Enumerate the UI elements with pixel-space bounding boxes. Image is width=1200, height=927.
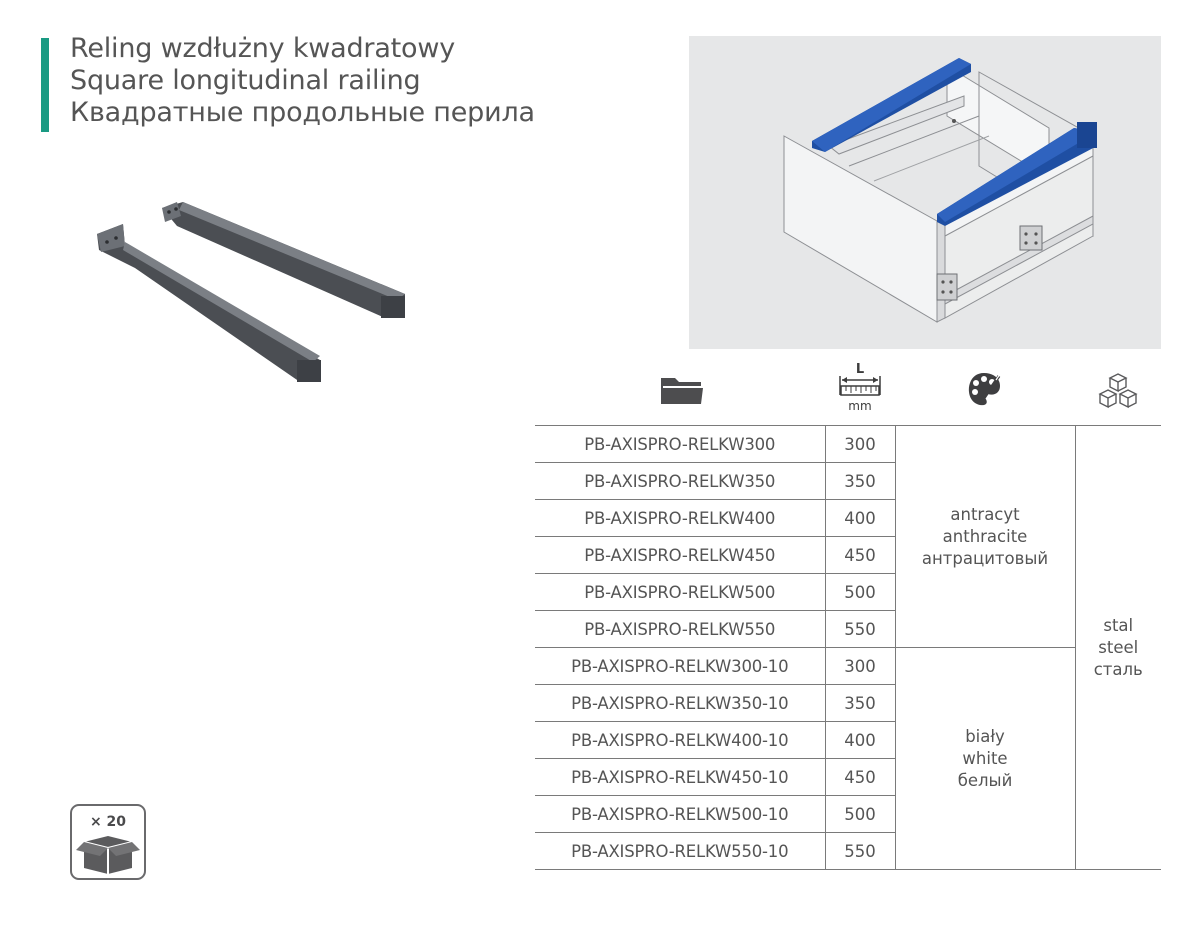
- material-en: steel: [1098, 637, 1139, 657]
- product-rails-image: [85, 190, 425, 390]
- color-ru: антрацитовый: [921, 548, 1049, 568]
- product-code: PB-AXISPRO-RELKW500-10: [535, 796, 825, 833]
- product-code: PB-AXISPRO-RELKW400: [535, 500, 825, 537]
- package-box-icon: [70, 804, 146, 880]
- material-pl: stal: [1103, 615, 1134, 635]
- product-code: PB-AXISPRO-RELKW350: [535, 463, 825, 500]
- folder-icon: [659, 372, 705, 406]
- color-en: anthracite: [942, 526, 1028, 546]
- cubes-icon: [1096, 371, 1140, 411]
- title-pl: Reling wzdłużny kwadratowy: [70, 33, 456, 64]
- color-pl: biały: [965, 726, 1005, 746]
- product-code: PB-AXISPRO-RELKW400-10: [535, 722, 825, 759]
- palette-icon: [966, 370, 1002, 408]
- material-cell: [1075, 426, 1161, 870]
- length-value: 450: [825, 537, 895, 574]
- product-code: PB-AXISPRO-RELKW300: [535, 426, 825, 463]
- table-row: [535, 648, 1161, 685]
- table-row: [535, 426, 1161, 463]
- length-value: 500: [825, 796, 895, 833]
- color-pl: antracyt: [950, 504, 1020, 524]
- color-group-white: [895, 648, 1075, 870]
- length-letter: L: [855, 362, 865, 377]
- drawer-illustration: [689, 36, 1161, 349]
- length-unit: mm: [848, 399, 872, 413]
- length-value: 350: [825, 685, 895, 722]
- color-ru: белый: [957, 770, 1013, 790]
- length-value: 550: [825, 833, 895, 870]
- color-en: white: [962, 748, 1008, 768]
- product-code: PB-AXISPRO-RELKW500: [535, 574, 825, 611]
- color-group-anthracite: [895, 426, 1075, 648]
- length-value: 300: [825, 648, 895, 685]
- product-code: PB-AXISPRO-RELKW450-10: [535, 759, 825, 796]
- spec-table: [535, 425, 1161, 870]
- page-title: [70, 33, 535, 129]
- product-code: PB-AXISPRO-RELKW550-10: [535, 833, 825, 870]
- product-code: PB-AXISPRO-RELKW350-10: [535, 685, 825, 722]
- material-ru: сталь: [1093, 659, 1143, 679]
- title-accent-bar: [41, 38, 49, 132]
- length-ruler-icon: [834, 362, 886, 414]
- title-ru: Квадратные продольные перила: [70, 97, 535, 128]
- title-en: Square longitudinal railing: [70, 65, 421, 96]
- length-value: 400: [825, 500, 895, 537]
- length-value: 400: [825, 722, 895, 759]
- package-quantity: × 20: [89, 814, 127, 830]
- length-value: 450: [825, 759, 895, 796]
- product-code: PB-AXISPRO-RELKW550: [535, 611, 825, 648]
- length-value: 550: [825, 611, 895, 648]
- product-code: PB-AXISPRO-RELKW300-10: [535, 648, 825, 685]
- length-value: 300: [825, 426, 895, 463]
- length-value: 350: [825, 463, 895, 500]
- length-value: 500: [825, 574, 895, 611]
- product-code: PB-AXISPRO-RELKW450: [535, 537, 825, 574]
